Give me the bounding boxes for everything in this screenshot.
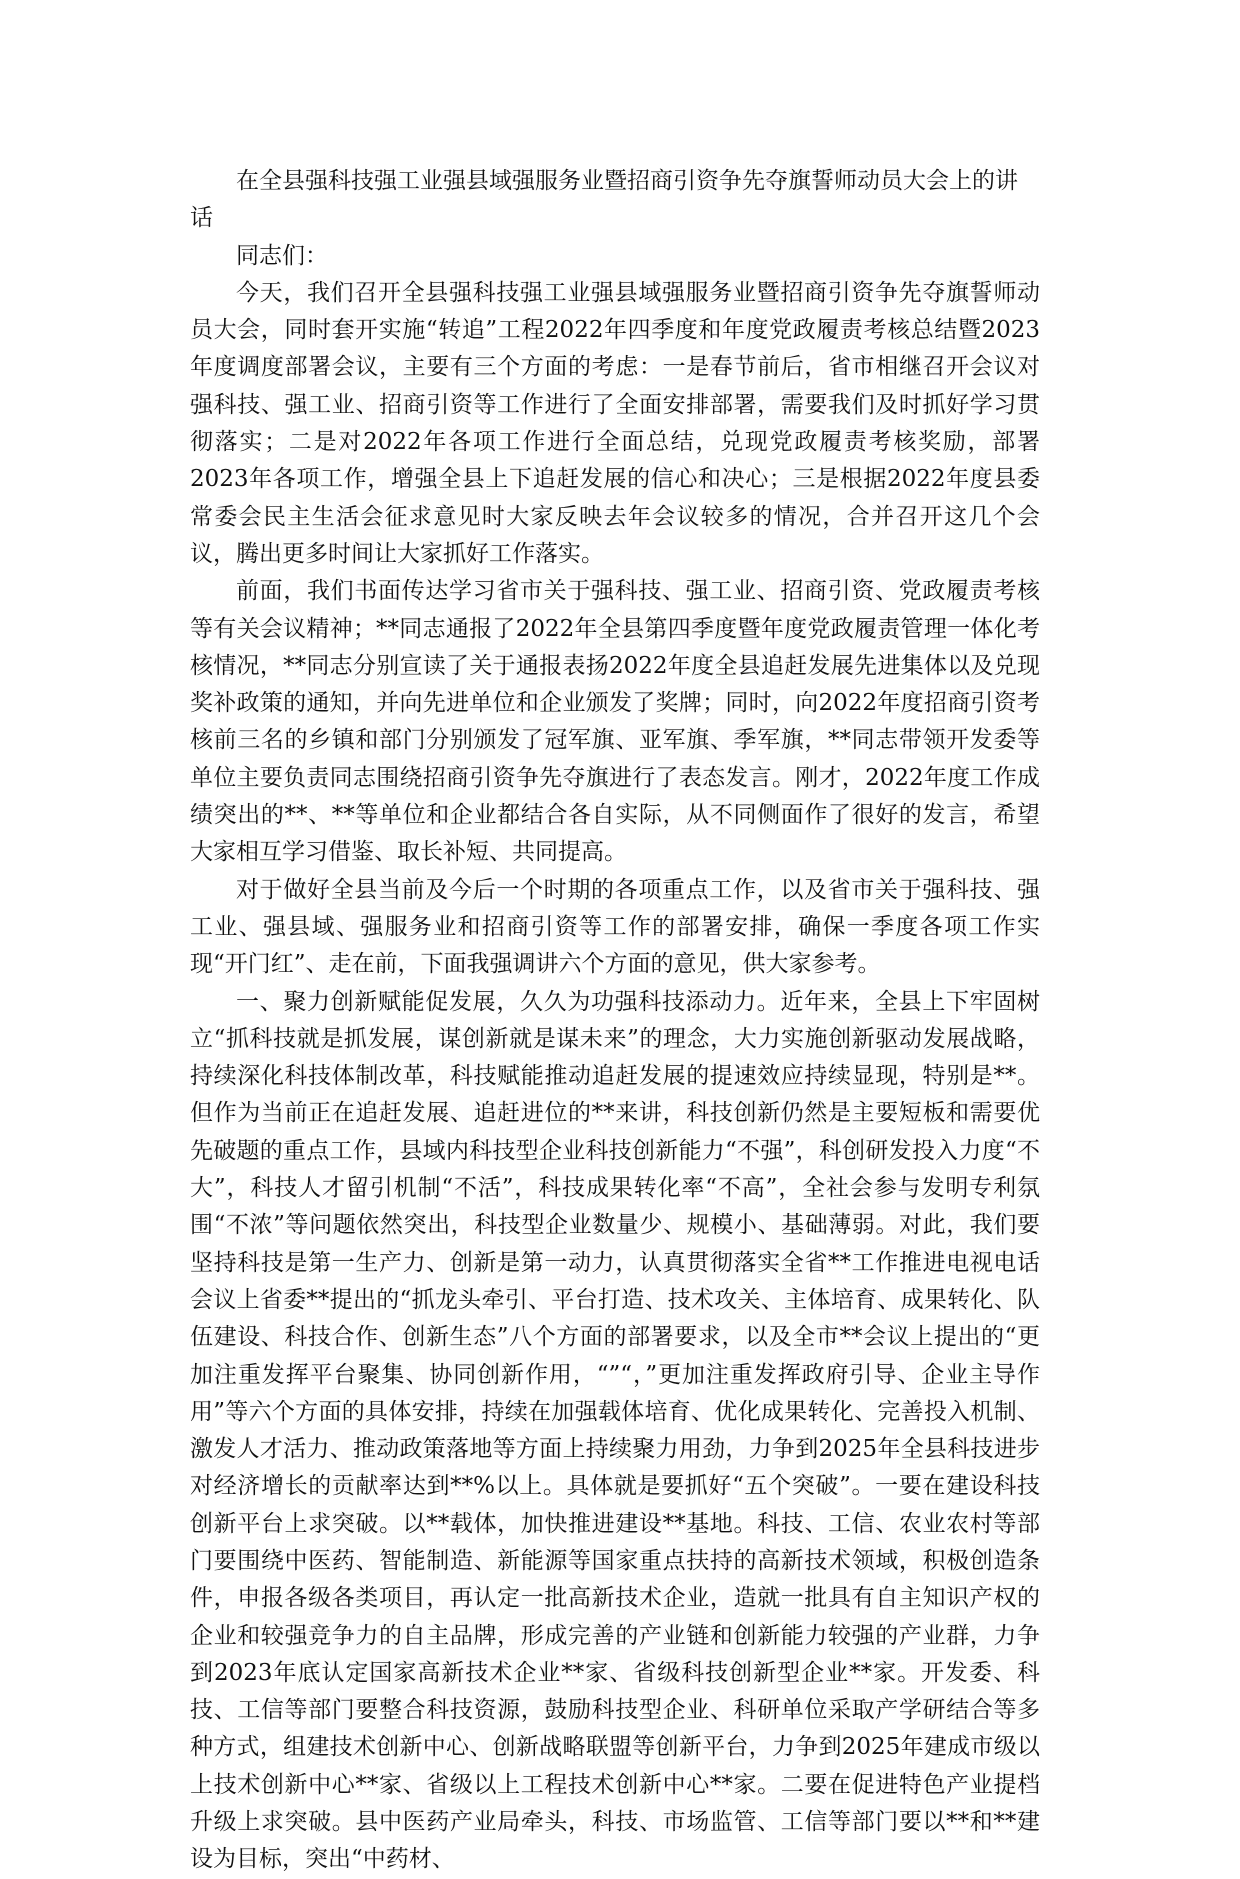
paragraph-outline: 对于做好全县当前及今后一个时期的各项重点工作，以及省市关于强科技、强工业、强县域、强服务业和招商引资等工作的部署安排，确保一季度各项工作实现“开门红”、走在前，下面我强调讲六个方面的意见，供大家参考。 xyxy=(190,876,1040,978)
speech-title: 在全县强科技强工业强县域强服务业暨招商引资争先夺旗誓师动员大会上的讲话 xyxy=(190,168,1018,232)
document-body xyxy=(190,163,1040,1879)
paragraph-section-one: 一、聚力创新赋能促发展，久久为功强科技添动力。近年来，全县上下牢固树立“抓科技就是抓发展，谋创新就是谋未来”的理念，大力实施创新驱动发展战略，持续深化科技体制改革，科技赋能推动追赶发展的提速效应持续显现，特别是**。但作为当前正在追赶发展、追赶进位的**来讲，科技创新仍然是主要短板和需要优先破题的重点工作，县域内科技型企业科技创新能力“不强”，科创研发投入力度“不大”，科技人才留引机制“不活”，科技成果转化率“不高”，全社会参与发明专利氛围“不浓”等问题依然突出，科技型企业数量少、规模小、基础薄弱。对此，我们要坚持科技是第一生产力、创新是第一动力，认真贯彻落实全省**工作推进电视电话会议上省委**提出的“抓龙头牵引、平台打造、技术攻关、主体培育、成果转化、队伍建设、科技合作、创新生态”八个方面的部署要求，以及全市**会议上提出的“更加注重发挥平台聚集、协同创新作用，“”“，”更加注重发挥政府引导、企业主导作用”等六个方面的具体安排，持续在加强载体培育、优化成果转化、完善投入机制、激发人才活力、推动政策落地等方面上持续聚力用劲，力争到2025年全县科技进步对经济增长的贡献率达到**%以上。具体就是要抓好“五个突破”。一要在建设科技创新平台上求突破。以**载体，加快推进建设**基地。科技、工信、农业农村等部门要围绕中医药、智能制造、新能源等国家重点扶持的高新技术领域，积极创造条件，申报各级各类项目，再认定一批高新技术企业，造就一批具有自主知识产权的企业和较强竞争力的自主品牌，形成完善的产业链和创新能力较强的产业群，力争到2023年底认定国家高新技术企业**家、省级科技创新型企业**家。开发委、科技、工信等部门要整合科技资源，鼓励科技型企业、科研单位采取产学研结合等多种方式，组建技术创新中心、创新战略联盟等创新平台，力争到2025年建成市级以上技术创新中心**家、省级以上工程技术创新中心**家。二要在促进特色产业提档升级上求突破。县中医药产业局牵头，科技、市场监管、工信等部门要以**和**建设为目标，突出“中药材、 xyxy=(190,988,1040,1873)
paragraph-intro: 今天，我们召开全县强科技强工业强县域强服务业暨招商引资争先夺旗誓师动员大会，同时套开实施“转追”工程2022年四季度和年度党政履责考核总结暨2023年度调度部署会议，主要有三个方面的考虑：一是春节前后，省市相继召开会议对强科技、强工业、招商引资等工作进行了全面安排部署，需要我们及时抓好学习贯彻落实；二是对2022年各项工作进行全面总结，兑现党政履责考核奖励，部署2023年各项工作，增强全县上下追赶发展的信心和决心；三是根据2022年度县委常委会民主生活会征求意见时大家反映去年会议较多的情况，合并召开这几个会议，腾出更多时间让大家抓好工作落实。 xyxy=(190,279,1040,567)
paragraph-review: 前面，我们书面传达学习省市关于强科技、强工业、招商引资、党政履责考核等有关会议精神；**同志通报了2022年全县第四季度暨年度党政履责管理一体化考核情况，**同志分别宣读了关于通报表扬2022年度全县追赶发展先进集体以及兑现奖补政策的通知，并向先进单位和企业颁发了奖牌；同时，向2022年度招商引资考核前三名的乡镇和部门分别颁发了冠军旗、亚军旗、季军旗，**同志带领开发委等单位主要负责同志围绕招商引资争先夺旗进行了表态发言。刚才，2022年度工作成绩突出的**、**等单位和企业都结合各自实际，从不同侧面作了很好的发言，希望大家相互学习借鉴、取长补短、共同提高。 xyxy=(190,578,1040,866)
salutation: 同志们： xyxy=(236,242,328,269)
